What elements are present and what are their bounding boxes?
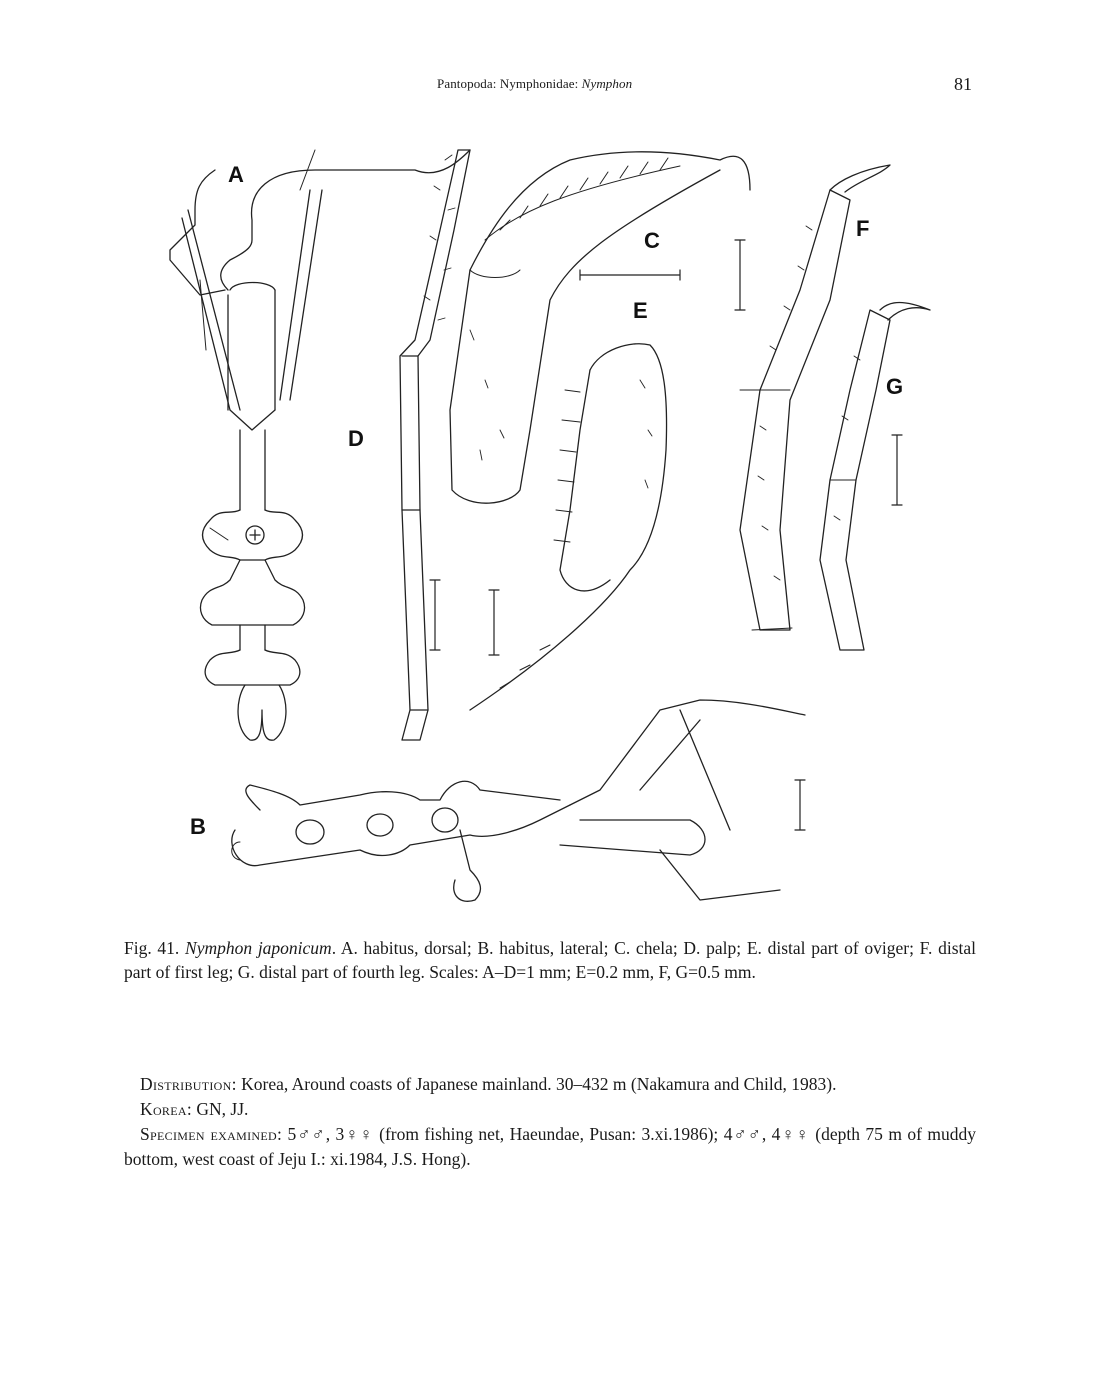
body-text [124,1072,976,1172]
figure-drawing [140,130,1000,910]
specimen-paragraph [124,1122,976,1172]
caption-fig-no: Fig. 41. [124,938,180,958]
panel-label-d: D [348,426,364,451]
panel-label-a: A [228,162,244,187]
panel-label-b: B [190,814,206,839]
running-head [437,76,632,92]
korea-paragraph [124,1097,976,1122]
page-number: 81 [954,74,972,94]
specimen-text: 5♂♂, 3♀♀ (from fishing net, Haeundae, Pusan: 3.xi.1986); 4♂♂, 4♀♀ (depth 75 m of muddy bottom, west coast of Jeju I.: xi.1984, J.S. Hong). [124,1124,977,1169]
figure-41 [140,130,1000,910]
drawing-c-chela [450,152,750,503]
caption-species: Nymphon japonicum [185,938,332,958]
drawing-a-habitus-dorsal [170,150,470,740]
running-head-prefix: Pantopoda: Nymphonidae: [437,76,582,91]
distribution-paragraph [124,1072,976,1097]
korea-heading: Korea : [140,1099,192,1119]
distribution-text: Korea, Around coasts of Japanese mainland. 30–432 m (Nakamura and Child, 1983). [241,1074,837,1094]
drawing-d-palp [400,150,470,740]
figure-caption [124,936,976,984]
drawing-e-oviger [430,344,667,710]
drawing-b-habitus-lateral [232,700,805,901]
running-head-genus: Nymphon [581,76,633,91]
drawing-g-fourth-leg [820,303,930,651]
distribution-heading: Distribution : [140,1074,237,1094]
panel-label-e: E [633,298,648,323]
panel-label-c: C [644,228,660,253]
panel-label-g: G [886,374,904,399]
specimen-heading: Specimen examined : [140,1124,282,1144]
caption-text: . A. habitus, dorsal; B. habitus, lateral; C. chela; D. palp; E. distal part of oviger; F. distal part of first leg; G. distal part of fourth leg. Scales: A–D=1 mm; E=0.2 mm, F, G=0.5 mm. [124,938,977,982]
korea-text: GN, JJ. [196,1099,249,1119]
panel-label-f: F [856,216,870,241]
